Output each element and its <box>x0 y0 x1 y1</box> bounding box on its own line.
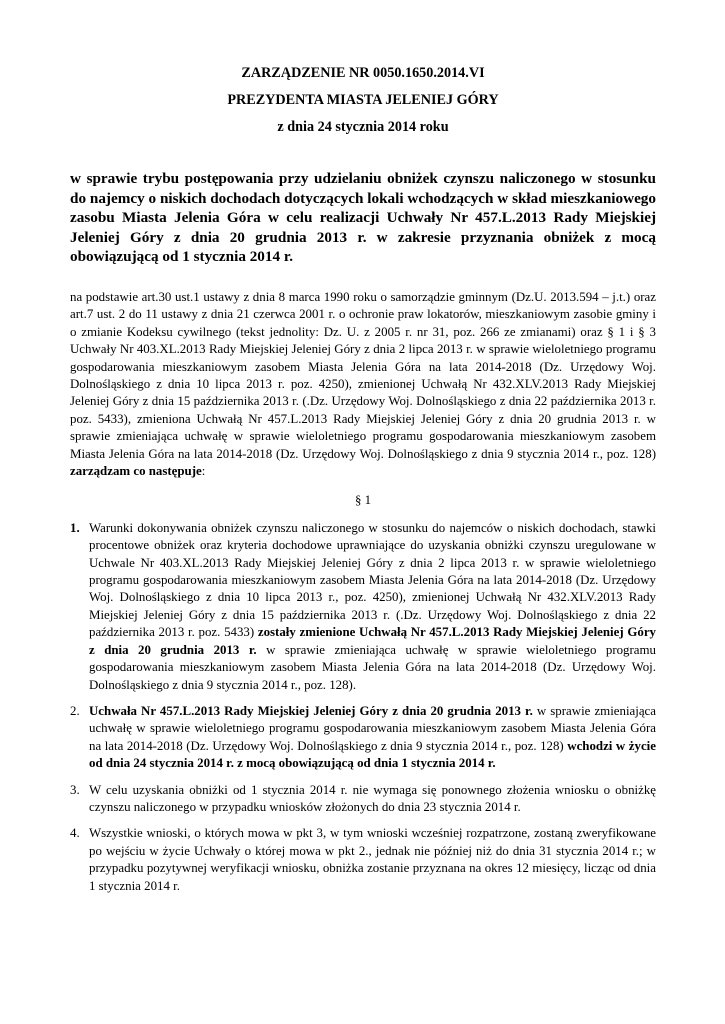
point-3 <box>70 782 656 817</box>
issue-date: z dnia 24 stycznia 2014 roku <box>277 119 449 135</box>
document-header <box>70 60 656 141</box>
point-2-text-c: wchodzi w życie od dnia 24 stycznia 2014 r. z mocą obowiązującą od dnia 1 stycznia 2014 r. <box>89 738 656 771</box>
point-3-text: W celu uzyskania obniżki od 1 stycznia 2014 r. nie wymaga się ponownego złożenia wniosku o obniżkę czynszu naliczonego w przypadku wniosków złożonych do dnia 23 stycznia 2014 r. <box>89 782 656 814</box>
point-2 <box>70 703 656 773</box>
points-list <box>70 520 656 895</box>
document-page <box>70 60 656 904</box>
issuer: PREZYDENTA MIASTA JELENIEJ GÓRY <box>227 92 499 108</box>
section-mark: § 1 <box>354 493 372 508</box>
legal-basis-trail: : <box>201 464 206 479</box>
point-1-text-b: zostały zmienione Uchwałą Nr 457.L.2013 Rady Miejskiej Jeleniej Góry z dnia 20 grudnia 2013 r. <box>89 625 656 657</box>
legal-basis-text: na podstawie art.30 ust.1 ustawy z dnia 8 marca 1990 roku o samorządzie gminnym (Dz.U. 2013.594 – j.t.) oraz art.7 ust. 2 do 11 ustawy z dnia 21 czerwca 2001 r. o ochronie praw lokatorów, mieszkaniowym zasobie gminy i o zmianie Kodeksu cywilnego (tekst jednolity: Dz. U. z 2005 r. nr 31, poz. 266 ze zmianami) oraz § 1 i § 3 Uchwały Nr 403.XL.2013 Rady Miejskiej Jeleniej Góry z dnia 2 lipca 2013 r. w sprawie wieloletniego programu gospodarowania mieszkaniowym zasobem Miasta Jelenia Góra na lata 2014-2018 (Dz. Urzędowy Woj. Dolnośląskiego z dnia 10 lipca 2013 r. poz. 4250), zmienionej Uchwałą Nr 432.XLV.2013 Rady Miejskiej Jeleniej Góry z dnia 15 października 2013 r. (.Dz. Urzędowy Woj. Dolnośląskiego z dnia 22 października 2013 r. poz. 5433), zmieniona Uchwałą Nr 457.L.2013 Rady Miejskiej Jeleniej Góry z dnia 20 grudnia 2013 r. w sprawie zmieniająca uchwałę w sprawie wieloletniego programu gospodarowania mieszkaniowym zasobem Miasta Jelenia Góra na lata 2014-2018 (Dz. Urzędowy Woj. Dolnośląskiego z dnia 9 stycznia 2014 r., poz. 128) <box>70 289 656 461</box>
point-1-text-c: w sprawie zmieniająca uchwałę w sprawie wieloletniego programu gospodarowania mieszkaniowym zasobem Miasta Jelenia Góra na lata 2014-2018 (Dz. Urzędowy Woj. Dolnośląskiego z dnia 9 stycznia 2014 r., poz. 128). <box>89 642 656 692</box>
point-number: 3. <box>70 782 80 797</box>
ordinance-number: ZARZĄDZENIE NR 0050.1650.2014.VI <box>241 65 485 81</box>
point-4 <box>70 825 656 895</box>
ordinance-subject: w sprawie trybu postępowania przy udzielaniu obniżek czynszu naliczonego w stosunku do najemcy o niskich dochodach dotyczących lokali wchodzących w skład mieszkaniowego zasobu Miasta Jelenia Góra w celu realizacji Uchwały Nr 457.L.2013 Rady Miejskiej Jeleniej Góry z dnia 20 grudnia 2013 r. w zakresie przyznania obniżek z mocą obowiązującą od 1 stycznia 2014 r. <box>70 170 656 266</box>
point-number: 4. <box>70 826 80 841</box>
legal-basis <box>70 289 656 480</box>
point-2-text-a: Uchwała Nr 457.L.2013 Rady Miejskiej Jeleniej Góry z dnia 20 grudnia 2013 r. <box>89 703 533 718</box>
point-number: 1. <box>70 520 80 535</box>
point-number: 2. <box>70 703 80 718</box>
point-1-text-a: Warunki dokonywania obniżek czynszu naliczonego w stosunku do najemców o niskich dochodach, stawki procentowe obniżek oraz kryteria dochodowe uprawniające do uzyskania obniżki czynszu uregulowane w Uchwale Nr 403.XL.2013 Rady Miejskiej Jeleniej Góry z dnia 2 lipca 2013 r. w sprawie wieloletniego programu gospodarowania mieszkaniowym zasobem Miasta Jelenia Góra na lata 2014-2018 (Dz. Urzędowy Woj. Dolnośląskiego z dnia 10 lipca 2013 r., poz. 4250), zmienionej Uchwałą Nr 432.XLV.2013 Rady Miejskiej Jeleniej Góry z dnia 15 października 2013 r. (.Dz. Urzędowy Woj. Dolnośląskiego z dnia 22 października 2013 r. poz. 5433) <box>89 520 656 640</box>
point-4-text: Wszystkie wnioski, o których mowa w pkt 3, w tym wnioski wcześniej rozpatrzone, zostaną zweryfikowane po wejściu w życie Uchwały o której mowa w pkt 2., jednak nie później niż do dnia 31 stycznia 2014 r.; w przypadku pozytywnej weryfikacji wniosku, obniżka zostanie przyznana na okres 12 miesięcy, licząc od dnia 1 stycznia 2014 r. <box>89 826 656 893</box>
point-2-text-b: w sprawie zmieniająca uchwałę w sprawie wieloletniego programu gospodarowania mieszkaniowym zasobem Miasta Jelenia Góra na lata 2014-2018 (Dz. Urzędowy Woj. Dolnośląskiego z dnia 9 stycznia 2014 r., poz. 128) <box>89 703 656 753</box>
point-1 <box>70 520 656 694</box>
legal-basis-decree: zarządzam co następuje <box>70 464 202 479</box>
